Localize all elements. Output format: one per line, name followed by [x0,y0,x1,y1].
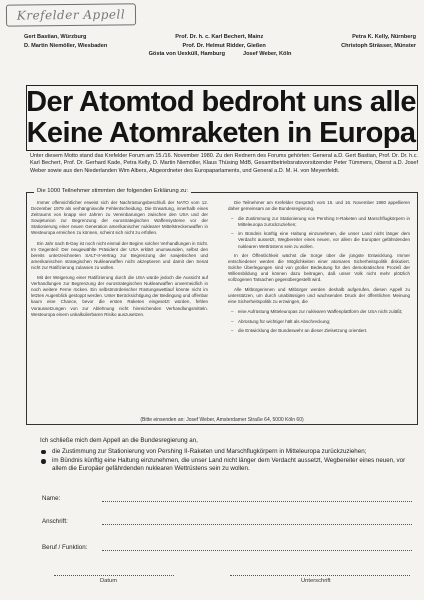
call-paragraph: Alle Mitbürgerinnen und Mitbürger werden deshalb aufgerufen, diesen Appell zu unterstützen, um durch unablässigen und wachsenden Druck der öffentlichen Meinung eine Sicherheitspolitik zu erzwingen, die [228,287,410,305]
appeal-point-text: im Bündnis künftig eine Haltung einzunehmen, die unser Land nicht länger dem Verdacht aussetzt, Wegbereiter eines neuen, vor allem die Europäer gefährdenden nuklearen Wettrüstens sein zu wollen. [52,457,406,472]
appeal-lead: Ich schließe mich dem Appell an die Bundesregierung an, [40,437,198,444]
signatory-list [24,33,416,59]
name-label: Name: [42,495,61,502]
address-line[interactable] [102,524,412,525]
statement-right-column [228,200,410,337]
goal-item: – die Entwicklung der Bundeswehr an dieser Zielsetzung orientiert. [228,328,410,334]
appeal-point [40,448,418,456]
goal-item: – eine Aufrüstung Mitteleuropas zur nuklearen Waffenplattform der USA nicht zuläßt; [228,309,410,315]
date-label: Datum [100,578,118,584]
appeal-point-text: die Zustimmung zur Stationierung von Pershing II-Raketen und Marschflugkörpern in Mitteleuropa zurückzuziehen; [52,447,367,455]
statement-title: Die 1000 Teilnehmer stimmten der folgenden Erklärung zu: [34,187,191,196]
job-field[interactable] [42,541,412,553]
headline-line-1: Der Atomtod bedroht uns alle [26,86,416,118]
intro-paragraph: Unter diesem Motto stand das Krefelder Forum am 15./16. November 1980. Zu den Rednern des Forums gehörten: General a.D. Gert Bastian, Prof. Dr. Dr. h.c. Karl Bechert, Prof. Dr. Gerhard Kade, Petra Kelly, D. Martin Niemöller, Klaus Thüsing MdB, Gesamtbetriebsratsvorsitzender Peter Tümmers, Oberst a.D. Josef Weber sowie aus den Niederlanden Wim Albers, Abgeordneter des Europaparlaments, und General a.D. M. H. von Meyenfeldt. [30,153,418,174]
address-field[interactable] [42,515,412,527]
signatory: Christoph Strässer, Münster [341,42,416,49]
name-line[interactable] [102,501,412,502]
statement-paragraph: Mit der Weigerung einer Ratifizierung durch die USA würde jedoch die Aussicht auf Verhandlungen zur Begrenzung der eurostrategischen Nuklearwaffen unvermeidlich in noch weitere Ferne rücken. Ein selbstmörderischer Rüstungswettlauf könnte nicht im letzten Augenblick gestoppt werden. Unter Berücksichtigung der Bedingung und offenbar kaum eine Chance, bevor die ersten Raketen eingesetzt würden, fehlen Voraussetzungen von zur Ablehnung nicht hinreichenden Verhandlungsmitteln. Westeuropa einem unkalkulierbaren Risiko auszusetzen. [31,275,208,317]
signatory: Prof. Dr. Helmut Ridder, Gießen [182,42,266,49]
signatory-row [24,50,416,59]
job-label: Beruf / Funktion: [42,544,88,551]
headline-line-2: Keine Atomraketen in Europa [26,117,416,149]
signatory: D. Martin Niemöller, Wiesbaden [24,42,108,49]
signatory: Petra K. Kelly, Nürnberg [352,34,416,40]
appeal-section [40,437,418,474]
statement-left-column [31,200,208,322]
signatory: Gert Bastian, Würzburg [24,34,87,40]
signatory: Josef Weber, Köln [243,51,292,58]
statement-paragraph: Immer offensichtlicher erweist sich der Nachrüstungsbeschluß der NATO vom 12. Dezember 1979 als verhängnisvolle Fehlentscheidung. Die Erwartung, innerhalb eines Zeitraums von knapp vier Jahren zu Vereinbarungen zwischen den USA und der Sowjetunion zur Begrenzung der eurostrategischen Waffensysteme vor der Stationierung einer neuen Generation amerikanischer nuklearer Mittelstreckenwaffen in Westeuropa erreichen zu können, scheint sich nicht zu erfüllen. [31,200,208,236]
signatory: Prof. Dr. h. c. Karl Bechert, Mainz [175,34,264,40]
job-line[interactable] [102,550,412,551]
handwritten-label: Krefelder Appell [6,3,136,26]
date-line[interactable] [54,575,174,576]
appeal-point [40,457,418,472]
demand-item: – die Zustimmung zur Stationierung von Pershing II-Raketen und Marschflugkörpern in Mitteleuropa zurückzuziehen; [228,216,410,228]
statement-paragraph: Ein Jahr nach B-Day ist noch nicht einmal der Beginn solcher Verhandlungen in Sicht. Im Gegenteil: Der neugewählte Präsident der USA erklärt unumwunden, selbst den bereits unterzeichneten SALT-II-Vertrag zur Begrenzung der sowjetischen und amerikanischen strategischen Nuklearwaffen nicht akzeptieren und damit den Senat nicht zur Ratifizierung zulassen zu wollen. [31,240,208,270]
signature-line[interactable] [230,575,410,576]
name-field[interactable] [42,492,412,504]
statement-paragraph: In der Öffentlichkeit wächst die Sorge über die jüngste Entwicklung. Immer entschiedener werden die Möglichkeiten einer atomaren Sicherheitspolitik diskutiert. Solche Überlegungen sind von großer Bedeutung für den demokratischen Prozeß der Willensbildung und können dazu beitragen, daß unser Volk nicht mehr plötzlich vollzogenen Tatsachen gegenübergestellt wird. [228,252,410,283]
signatory-row [24,42,416,51]
address-label: Anschrift: [42,518,68,525]
bullet-icon [41,459,46,464]
demand-item: – im Bündnis künftig eine Haltung einzunehmen, die unser Land nicht länger dem Verdacht aussetzt, Wegbereiter eines neuen, vor allem die Europäer gefährdenden nuklearen Wettrüstens sein zu wollen. [228,231,410,249]
goal-item: – Abrüstung für wichtiger hält als Abschreckung; [228,319,410,325]
signatory-row [24,33,416,42]
bullet-icon [41,450,46,455]
signature-label: Unterschrift [301,578,331,584]
appeal-intro: Die Teilnehmer am Krefelder Gespräch vom 15. und 16. November 1980 appellieren daher gemeinsam an die Bundesregierung, [228,200,410,212]
signatory: Gösta von Uexküll, Hamburg [148,51,226,58]
send-to-note: (Bitte einsenden an: Josef Weber, Amsterdamer Straße 64, 5000 Köln 60) [140,417,304,423]
